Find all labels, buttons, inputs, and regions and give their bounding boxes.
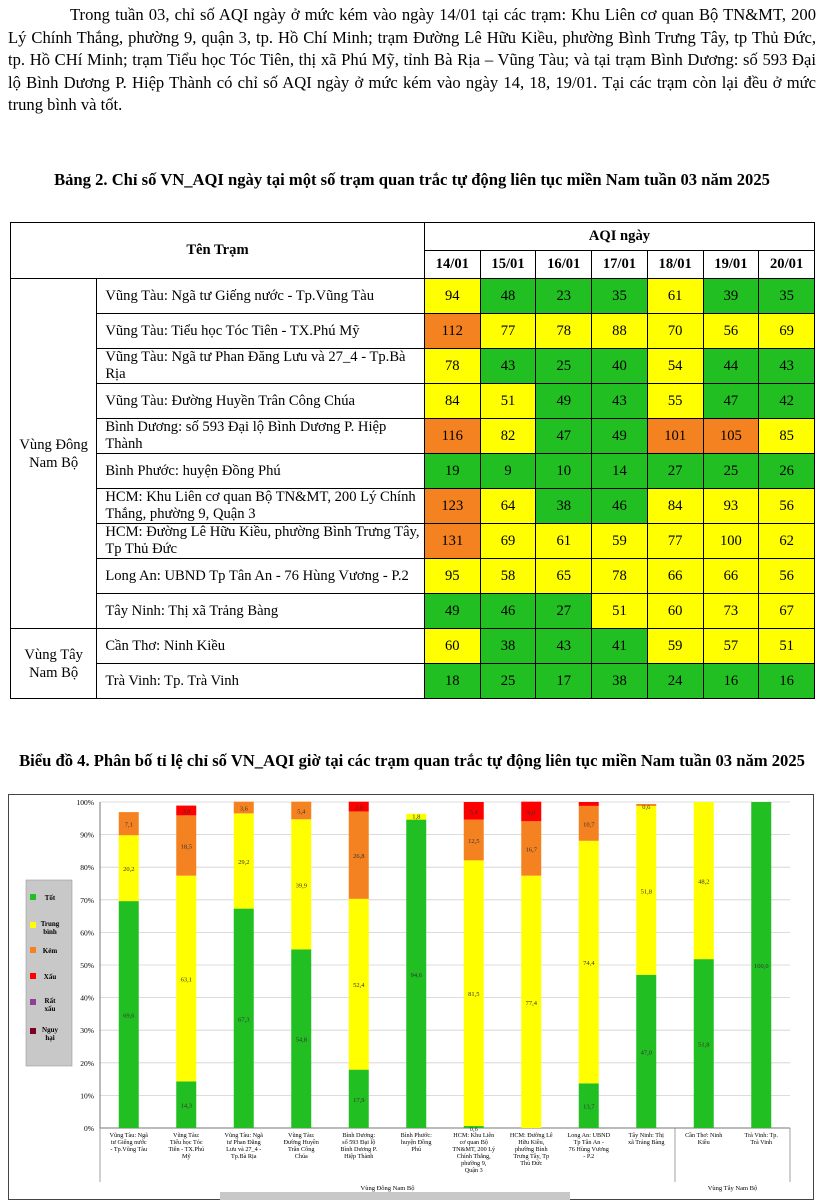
aqi-value-cell: 51 xyxy=(480,384,536,419)
y-tick-label: 40% xyxy=(80,993,94,1003)
aqi-value-cell: 47 xyxy=(703,384,759,419)
category-label: Tp.Bà Rịa xyxy=(231,1153,257,1160)
aqi-value-cell: 49 xyxy=(536,384,592,419)
category-label: Vũng Tàu: Ngã xyxy=(109,1132,148,1139)
y-tick-label: 20% xyxy=(80,1058,94,1068)
category-label: tư Phan Đăng xyxy=(226,1139,261,1146)
aqi-value-cell: 84 xyxy=(424,384,480,419)
category-label: Mỹ xyxy=(181,1153,191,1160)
category-label: Tiểu học Tóc xyxy=(169,1139,203,1146)
aqi-value-cell: 17 xyxy=(536,664,592,699)
aqi-value-cell: 60 xyxy=(424,629,480,664)
category-label: Vũng Tàu: xyxy=(287,1132,315,1139)
data-label: 6,0 xyxy=(527,809,536,817)
footnote-strip xyxy=(220,1192,570,1200)
region-cell: Vùng Tây Nam Bộ xyxy=(11,629,97,699)
aqi-value-cell: 42 xyxy=(759,384,815,419)
date-header: 17/01 xyxy=(592,251,648,279)
legend-swatch xyxy=(30,922,36,928)
legend-label: xấu xyxy=(44,1005,56,1013)
y-tick-label: 10% xyxy=(80,1091,94,1101)
data-label: 20,2 xyxy=(123,866,135,874)
aqi-value-cell: 78 xyxy=(592,559,648,594)
data-label: 3,0 xyxy=(182,808,191,816)
station-name-cell: Vũng Tàu: Đường Huyền Trân Công Chúa xyxy=(97,384,425,419)
data-label: 51,8 xyxy=(698,1041,710,1049)
category-label: HCM: Khu Liên xyxy=(453,1132,495,1139)
category-label: Phú xyxy=(411,1146,422,1153)
y-tick-label: 100% xyxy=(76,798,94,807)
aqi-value-cell: 105 xyxy=(703,419,759,454)
legend-swatch xyxy=(30,1028,36,1034)
data-label: 26,8 xyxy=(353,853,365,861)
data-label: 94,6 xyxy=(410,971,422,979)
stacked-bar-chart xyxy=(8,794,814,1200)
aqi-value-cell: 94 xyxy=(424,279,480,314)
data-label: 0,6 xyxy=(642,803,651,811)
category-label: huyện Đồng xyxy=(401,1139,432,1146)
aqi-value-cell: 24 xyxy=(647,664,703,699)
chart-caption: Biểu đồ 4. Phân bố tỉ lệ chỉ số VN_AQI giờ tại các trạm quan trắc tự động liên tục miền Nam tuần 03 năm 2025 xyxy=(19,751,805,770)
data-label: 10,7 xyxy=(583,821,595,829)
category-label: Trà Vinh xyxy=(750,1139,773,1146)
category-label: TN&MT, 200 Lý xyxy=(452,1146,496,1153)
category-label: Đường Huyền xyxy=(283,1139,319,1146)
aqi-value-cell: 78 xyxy=(536,314,592,349)
aqi-value-cell: 14 xyxy=(592,454,648,489)
aqi-value-cell: 46 xyxy=(592,489,648,524)
aqi-value-cell: 16 xyxy=(703,664,759,699)
legend-swatch xyxy=(30,973,36,979)
y-tick-label: 80% xyxy=(80,863,94,873)
category-label: Quận 3 xyxy=(464,1167,483,1174)
category-label: Thủ Đức xyxy=(520,1160,543,1167)
aqi-value-cell: 59 xyxy=(647,629,703,664)
data-label: 81,5 xyxy=(468,991,480,999)
aqi-value-cell: 116 xyxy=(424,419,480,454)
legend-label: bình xyxy=(43,928,57,936)
aqi-value-cell: 25 xyxy=(480,664,536,699)
data-label: 47,0 xyxy=(640,1049,652,1057)
station-name-cell: HCM: Đường Lê Hữu Kiều, phường Bình Trưng Tây, Tp Thủ Đức xyxy=(97,524,425,559)
data-label: 63,1 xyxy=(180,976,192,984)
date-header: 15/01 xyxy=(480,251,536,279)
date-header: 16/01 xyxy=(536,251,592,279)
category-label: phường Bình xyxy=(514,1146,548,1153)
station-name-cell: Cần Thơ: Ninh Kiều xyxy=(97,629,425,664)
aqi-value-cell: 9 xyxy=(480,454,536,489)
aqi-value-cell: 101 xyxy=(647,419,703,454)
data-label: 0,6 xyxy=(469,1126,478,1134)
data-label: 7,1 xyxy=(124,821,133,829)
aqi-value-cell: 27 xyxy=(647,454,703,489)
aqi-value-cell: 112 xyxy=(424,314,480,349)
category-label: Chúa xyxy=(294,1153,308,1160)
table-row xyxy=(11,524,815,559)
table-row xyxy=(11,279,815,314)
category-label: Tp Tân An - xyxy=(573,1139,604,1146)
station-name-cell: Bình Dương: số 593 Đại lộ Bình Dương P. Hiệp Thành xyxy=(97,419,425,454)
legend-label: Kém xyxy=(42,947,58,955)
aqi-value-cell: 49 xyxy=(424,594,480,629)
aqi-value-cell: 66 xyxy=(647,559,703,594)
bar-segment xyxy=(579,802,599,806)
category-label: Lưu và 27_4 - xyxy=(226,1146,262,1153)
legend-label: Nguy xyxy=(42,1026,58,1034)
aqi-value-cell: 61 xyxy=(536,524,592,559)
table-row xyxy=(11,559,815,594)
legend-swatch xyxy=(30,947,36,953)
aqi-value-cell: 43 xyxy=(592,384,648,419)
aqi-value-cell: 47 xyxy=(536,419,592,454)
table-row xyxy=(11,454,815,489)
aqi-value-cell: 59 xyxy=(592,524,648,559)
aqi-value-cell: 73 xyxy=(703,594,759,629)
category-label: Bình Dương: xyxy=(342,1132,376,1139)
category-label: Cần Thơ: Ninh xyxy=(685,1132,723,1139)
data-label: 3,0 xyxy=(354,804,363,812)
aqi-value-cell: 39 xyxy=(703,279,759,314)
table-caption: Bảng 2. Chỉ số VN_AQI ngày tại một số trạm quan trắc tự động liên tục miền Nam tuần 03 năm 2025 xyxy=(54,170,770,189)
aqi-value-cell: 19 xyxy=(424,454,480,489)
aqi-value-cell: 23 xyxy=(536,279,592,314)
aqi-value-cell: 48 xyxy=(480,279,536,314)
y-tick-label: 50% xyxy=(80,961,94,970)
category-label: Tây Ninh: Thị xyxy=(628,1132,664,1139)
category-label: Trà Vinh: Tp. xyxy=(744,1132,778,1139)
aqi-value-cell: 43 xyxy=(536,629,592,664)
station-name-cell: HCM: Khu Liên cơ quan Bộ TN&MT, 200 Lý Chính Thắng, phường 9, Quận 3 xyxy=(97,489,425,524)
aqi-value-cell: 18 xyxy=(424,664,480,699)
aqi-value-cell: 57 xyxy=(703,629,759,664)
aqi-value-cell: 64 xyxy=(480,489,536,524)
header-station: Tên Trạm xyxy=(11,223,425,279)
table-row xyxy=(11,419,815,454)
category-label: tư Giếng nước xyxy=(110,1139,147,1146)
data-label: 77,4 xyxy=(525,999,537,1007)
category-label: xã Trảng Bàng xyxy=(628,1139,665,1146)
region-label: Vùng Đông Nam Bộ xyxy=(360,1185,415,1192)
data-label: 13,7 xyxy=(583,1103,595,1111)
table-row xyxy=(11,349,815,384)
aqi-value-cell: 60 xyxy=(647,594,703,629)
category-label: Chính Thắng, xyxy=(456,1153,491,1160)
aqi-value-cell: 82 xyxy=(480,419,536,454)
aqi-value-cell: 66 xyxy=(703,559,759,594)
data-label: 74,4 xyxy=(583,960,595,968)
category-label: Vũng Tàu: xyxy=(172,1132,200,1139)
aqi-value-cell: 43 xyxy=(480,349,536,384)
aqi-value-cell: 56 xyxy=(759,559,815,594)
aqi-value-cell: 43 xyxy=(759,349,815,384)
data-label: 1,8 xyxy=(412,813,421,821)
date-header: 19/01 xyxy=(703,251,759,279)
aqi-value-cell: 131 xyxy=(424,524,480,559)
data-label: 100,0 xyxy=(753,963,769,970)
aqi-value-cell: 38 xyxy=(536,489,592,524)
data-label: 5,4 xyxy=(297,808,306,816)
aqi-value-cell: 70 xyxy=(647,314,703,349)
category-label: cơ quan Bộ xyxy=(459,1139,488,1146)
legend-label: Xấu xyxy=(43,973,57,981)
data-label: 16,7 xyxy=(525,846,537,854)
aqi-value-cell: 61 xyxy=(647,279,703,314)
station-name-cell: Tây Ninh: Thị xã Trảng Bàng xyxy=(97,594,425,629)
legend-label: hại xyxy=(45,1034,55,1042)
aqi-value-cell: 51 xyxy=(759,629,815,664)
aqi-value-cell: 10 xyxy=(536,454,592,489)
station-name-cell: Vũng Tàu: Ngã tư Phan Đăng Lưu và 27_4 - Tp.Bà Rịa xyxy=(97,349,425,384)
table-row xyxy=(11,629,815,664)
station-name-cell: Vũng Tàu: Ngã tư Giếng nước - Tp.Vũng Tàu xyxy=(97,279,425,314)
aqi-value-cell: 67 xyxy=(759,594,815,629)
aqi-value-cell: 88 xyxy=(592,314,648,349)
date-header: 20/01 xyxy=(759,251,815,279)
data-label: 48,2 xyxy=(698,878,710,886)
y-tick-label: 60% xyxy=(80,928,94,938)
data-label: 51,8 xyxy=(640,888,652,896)
date-header: 14/01 xyxy=(424,251,480,279)
y-tick-label: 0% xyxy=(84,1124,94,1133)
intro-paragraph: Trong tuần 03, chỉ số AQI ngày ở mức kém vào ngày 14/01 tại các trạm: Khu Liên cơ quan Bộ TN&MT, 200 Lý Chính Thắng, phường 9, quận 3, tp. Hồ Chí Minh; trạm Đường Lê Hữu Kiều, phường Bình Trưng Tây, tp Thủ Đức, tp. Hồ CHí Minh; trạm Tiểu học Tóc Tiên, thị xã Phú Mỹ, tỉnh Bà Rịa – Vũng Tàu; và tại trạm Bình Dương: số 593 Đại lộ Bình Dương P. Hiệp Thành có chỉ số AQI ngày ở mức kém vào ngày 14, 18, 19/01. Tại các trạm còn lại đều ở mức trung bình và tốt. xyxy=(8,5,816,115)
aqi-value-cell: 100 xyxy=(703,524,759,559)
legend-label: Tốt xyxy=(44,894,56,902)
category-label: Kiều xyxy=(697,1139,710,1146)
aqi-value-cell: 77 xyxy=(480,314,536,349)
aqi-value-cell: 58 xyxy=(480,559,536,594)
aqi-value-cell: 27 xyxy=(536,594,592,629)
aqi-value-cell: 69 xyxy=(759,314,815,349)
category-label: Long An: UBND xyxy=(567,1132,611,1139)
category-label: số 593 Đại lộ xyxy=(342,1139,376,1146)
aqi-value-cell: 123 xyxy=(424,489,480,524)
data-label: 18,5 xyxy=(180,843,192,851)
aqi-value-cell: 55 xyxy=(647,384,703,419)
category-label: Trưng Tây, Tp xyxy=(513,1153,550,1160)
aqi-value-cell: 25 xyxy=(536,349,592,384)
data-label: 14,3 xyxy=(180,1102,192,1110)
aqi-value-cell: 38 xyxy=(480,629,536,664)
aqi-value-cell: 56 xyxy=(703,314,759,349)
category-label: Trân Công xyxy=(288,1146,315,1153)
aqi-value-cell: 16 xyxy=(759,664,815,699)
category-label: 76 Hùng Vương xyxy=(568,1146,609,1153)
station-name-cell: Trà Vinh: Tp. Trà Vinh xyxy=(97,664,425,699)
data-label: 12,5 xyxy=(468,837,480,845)
region-label: Vùng Tây Nam Bộ xyxy=(707,1185,758,1192)
aqi-value-cell: 49 xyxy=(592,419,648,454)
aqi-value-cell: 40 xyxy=(592,349,648,384)
header-aqi: AQI ngày xyxy=(424,223,814,251)
y-tick-label: 70% xyxy=(80,895,94,905)
aqi-value-cell: 65 xyxy=(536,559,592,594)
aqi-value-cell: 95 xyxy=(424,559,480,594)
aqi-value-cell: 85 xyxy=(759,419,815,454)
aqi-value-cell: 26 xyxy=(759,454,815,489)
data-label: 67,3 xyxy=(238,1016,250,1024)
aqi-value-cell: 35 xyxy=(592,279,648,314)
aqi-value-cell: 62 xyxy=(759,524,815,559)
legend-swatch xyxy=(30,999,36,1005)
data-label: 69,6 xyxy=(123,1012,135,1020)
table-row xyxy=(11,594,815,629)
category-label: - P.2 xyxy=(583,1153,595,1160)
legend-swatch xyxy=(30,894,36,900)
data-label: 17,9 xyxy=(353,1096,365,1104)
table-row xyxy=(11,664,815,699)
data-label: 54,8 xyxy=(295,1036,307,1044)
date-header: 18/01 xyxy=(647,251,703,279)
aqi-value-cell: 51 xyxy=(592,594,648,629)
aqi-table xyxy=(10,222,815,699)
aqi-value-cell: 44 xyxy=(703,349,759,384)
aqi-value-cell: 35 xyxy=(759,279,815,314)
region-cell: Vùng Đông Nam Bộ xyxy=(11,279,97,629)
table-row xyxy=(11,314,815,349)
table-row xyxy=(11,384,815,419)
data-label: 3,6 xyxy=(239,805,248,813)
y-tick-label: 30% xyxy=(80,1026,94,1036)
category-label: HCM: Đường Lê xyxy=(509,1132,553,1139)
station-name-cell: Vũng Tàu: Tiểu học Tóc Tiên - TX.Phú Mỹ xyxy=(97,314,425,349)
category-label: Hiệp Thành xyxy=(344,1153,374,1160)
category-label: Bình Phước: xyxy=(400,1132,432,1139)
data-label: 29,2 xyxy=(238,859,250,867)
category-label: Vũng Tàu: Ngã xyxy=(224,1132,263,1139)
legend-label: Trung xyxy=(40,920,60,928)
aqi-value-cell: 38 xyxy=(592,664,648,699)
category-label: Tiên - TX.Phú xyxy=(168,1146,205,1153)
category-label: Bình Dương P. xyxy=(340,1146,378,1153)
legend-label: Rất xyxy=(44,997,56,1005)
data-label: 5,4 xyxy=(469,808,478,816)
aqi-value-cell: 46 xyxy=(480,594,536,629)
aqi-value-cell: 77 xyxy=(647,524,703,559)
data-label: 52,4 xyxy=(353,982,365,990)
data-label: 39,9 xyxy=(295,882,307,890)
aqi-value-cell: 56 xyxy=(759,489,815,524)
aqi-value-cell: 84 xyxy=(647,489,703,524)
category-label: phường 9, xyxy=(461,1160,487,1167)
category-label: Hữu Kiều, xyxy=(518,1139,545,1146)
aqi-value-cell: 93 xyxy=(703,489,759,524)
aqi-value-cell: 69 xyxy=(480,524,536,559)
aqi-value-cell: 54 xyxy=(647,349,703,384)
aqi-value-cell: 78 xyxy=(424,349,480,384)
aqi-value-cell: 41 xyxy=(592,629,648,664)
table-row xyxy=(11,489,815,524)
station-name-cell: Bình Phước: huyện Đồng Phú xyxy=(97,454,425,489)
y-tick-label: 90% xyxy=(80,830,94,840)
aqi-value-cell: 25 xyxy=(703,454,759,489)
category-label: - Tp.Vũng Tàu xyxy=(110,1146,148,1153)
station-name-cell: Long An: UBND Tp Tân An - 76 Hùng Vương - P.2 xyxy=(97,559,425,594)
